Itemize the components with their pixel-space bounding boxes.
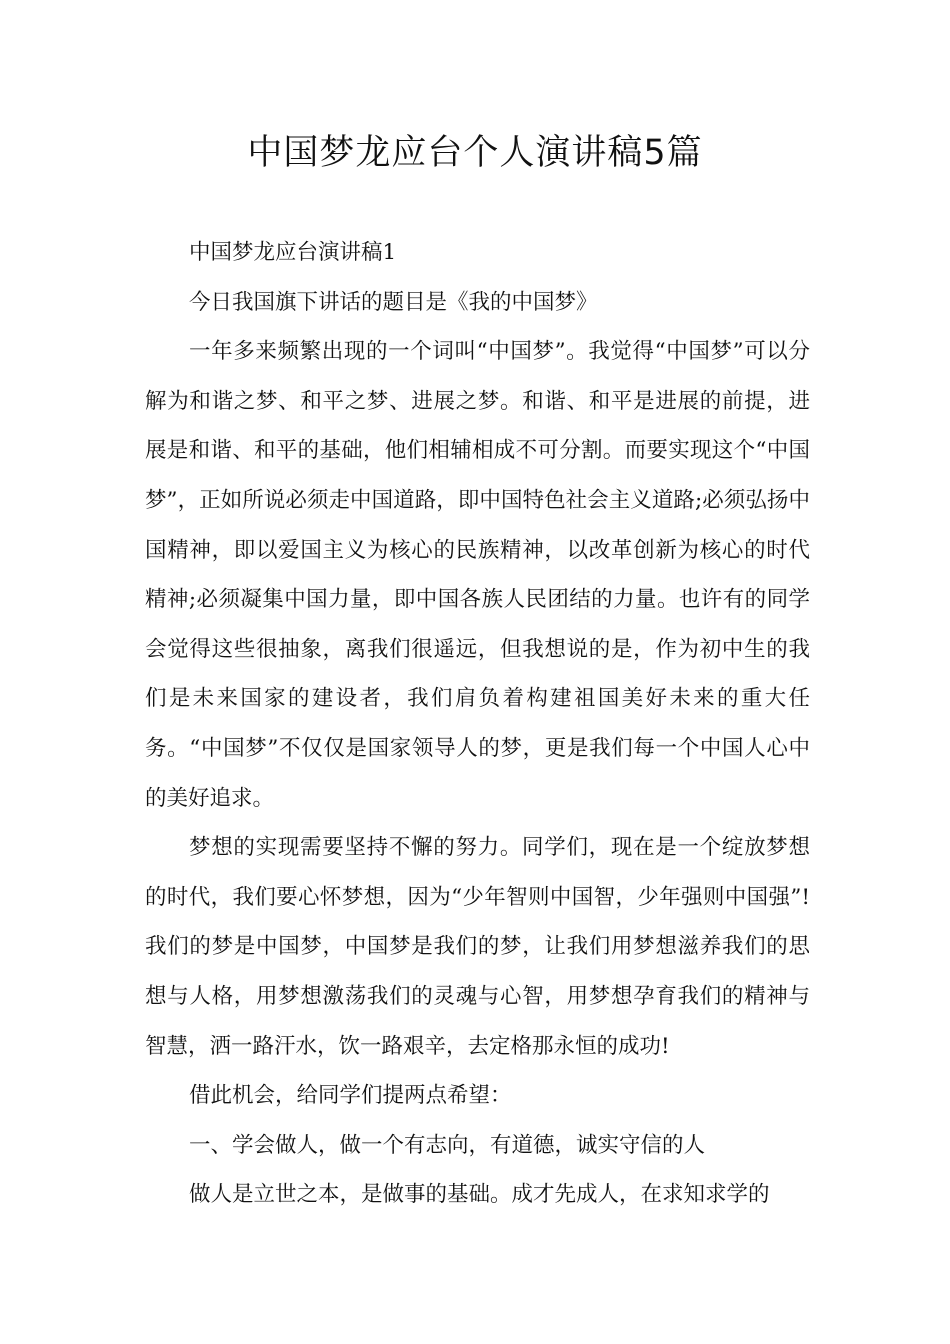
paragraph-dream-effort: 梦想的实现需要坚持不懈的努力。同学们，现在是一个绽放梦想的时代，我们要心怀梦想，因为“少年智则中国智，少年强则中国强”!我们的梦是中国梦，中国梦是我们的梦，让我们用梦想滋养我们的思想与人格，用梦想激荡我们的灵魂与心智，用梦想孕育我们的精神与智慧，洒一路汗水，饮一路艰辛，去定格那永恒的成功! xyxy=(145,835,810,1059)
paragraph-hopes-intro: 借此机会，给同学们提两点希望： xyxy=(189,1083,512,1109)
paragraph-chinese-dream: 一年多来频繁出现的一个词叫“中国梦”。我觉得“中国梦”可以分解为和谐之梦、和平之梦、进展之梦。和谐、和平是进展的前提，进展是和谐、和平的基础，他们相辅相成不可分割。而要实现这个“中国梦”，正如所说必须走中国道路，即中国特色社会主义道路;必须弘扬中国精神，即以爱国主义为核心的民族精神，以改革创新为核心的时代精神;必须凝集中国力量，即中国各族人民团结的力量。也许有的同学会觉得这些很抽象，离我们很遥远，但我想说的是，作为初中生的我们是未来国家的建设者，我们肩负着构建祖国美好未来的重大任务。“中国梦”不仅仅是国家领导人的梦，更是我们每一个中国人心中的美好追求。 xyxy=(145,339,810,811)
subheading-speech-1: 中国梦龙应台演讲稿1 xyxy=(189,240,397,265)
document-title: 中国梦龙应台个人演讲稿5篇 xyxy=(247,133,703,173)
paragraph-topic: 今日我国旗下讲话的题目是《我的中国梦》 xyxy=(189,289,598,315)
paragraph-hope-one: 一、学会做人，做一个有志向，有道德，诚实守信的人 xyxy=(189,1132,706,1158)
paragraph-be-a-person: 做人是立世之本，是做事的基础。成才先成人，在求知求学的 xyxy=(189,1182,770,1208)
document-body xyxy=(145,228,810,1220)
